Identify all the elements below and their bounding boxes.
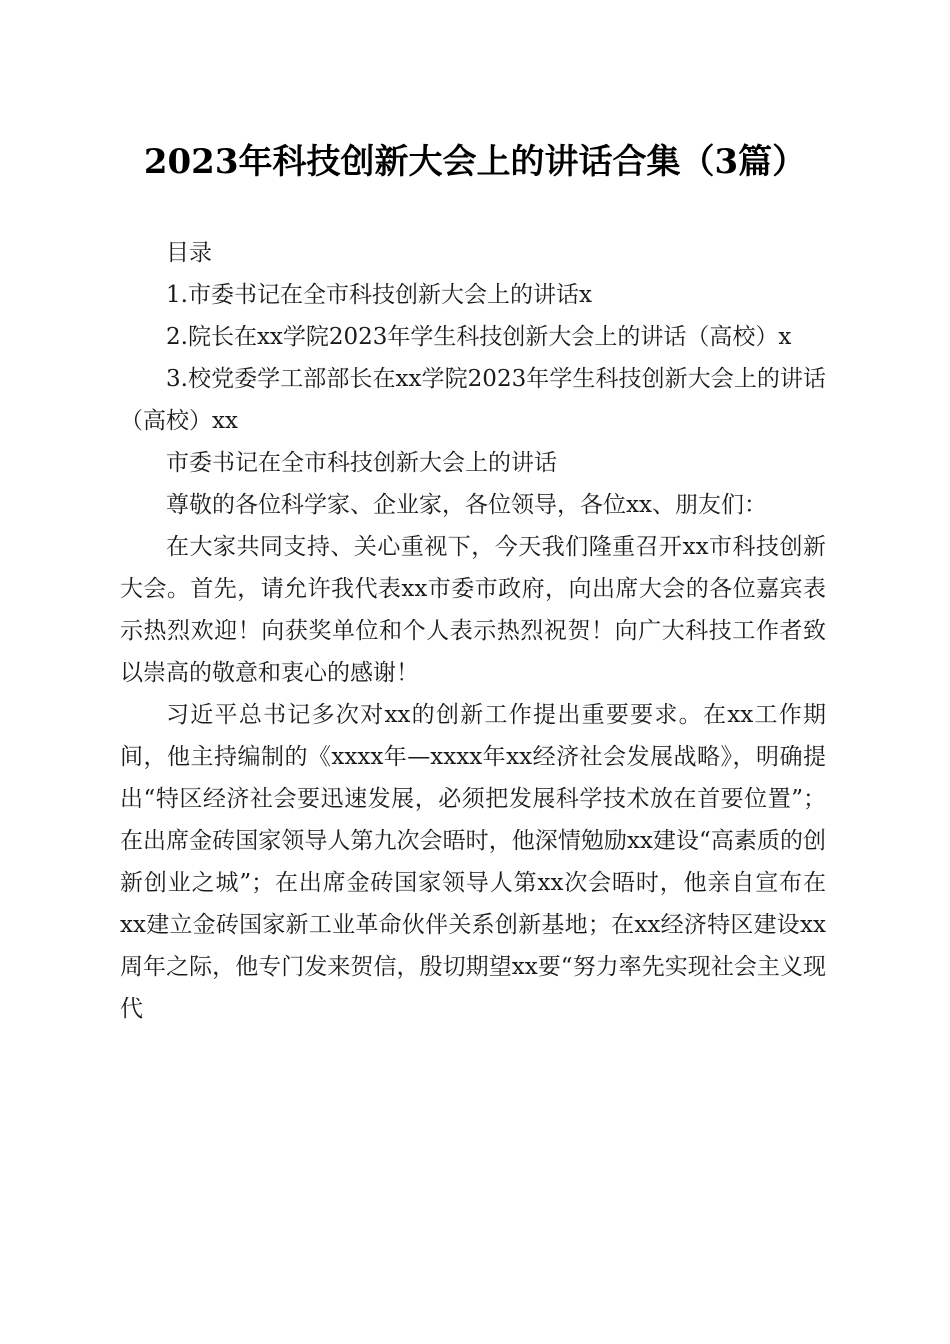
section-title: 市委书记在全市科技创新大会上的讲话 bbox=[166, 450, 557, 476]
toc-item-1: 1.市委书记在全市科技创新大会上的讲话x bbox=[166, 282, 592, 308]
toc-item-2: 2.院长在xx学院2023年学生科技创新大会上的讲话（高校）x bbox=[166, 324, 792, 350]
toc-heading: 目录 bbox=[166, 240, 212, 266]
greeting-paragraph: 尊敬的各位科学家、企业家，各位领导，各位xx、朋友们： bbox=[166, 492, 767, 518]
body-paragraph-2: 习近平总书记多次对xx的创新工作提出重要要求。在xx工作期间，他主持编制的《xxxx年—xxxx年xx经济社会发展战略》，明确提出“特区经济社会要迅速发展，必须把发展科学技术放在首要位置”；在出席金砖国家领导人第九次会晤时，他深情勉励xx建设“高素质的创新创业之城”；在出席金砖国家领导人第xx次会晤时，他亲自宣布在xx建立金砖国家新工业革命伙伴关系创新基地；在xx经济特区建设xx周年之际，他专门发来贺信，殷切期望xx要“努力率先实现社会主义现代 bbox=[120, 702, 826, 1022]
body-paragraph-1: 在大家共同支持、关心重视下，今天我们隆重召开xx市科技创新大会。首先，请允许我代表xx市委市政府，向出席大会的各位嘉宾表示热烈欢迎！向获奖单位和个人表示热烈祝贺！向广大科技工作者致以崇高的敬意和衷心的感谢！ bbox=[120, 534, 826, 686]
toc-item-3: 3.校党委学工部部长在xx学院2023年学生科技创新大会上的讲话（高校）xx bbox=[120, 366, 826, 434]
document-body bbox=[120, 232, 826, 1030]
document-title: 2023年科技创新大会上的讲话合集（3篇） bbox=[143, 142, 807, 182]
